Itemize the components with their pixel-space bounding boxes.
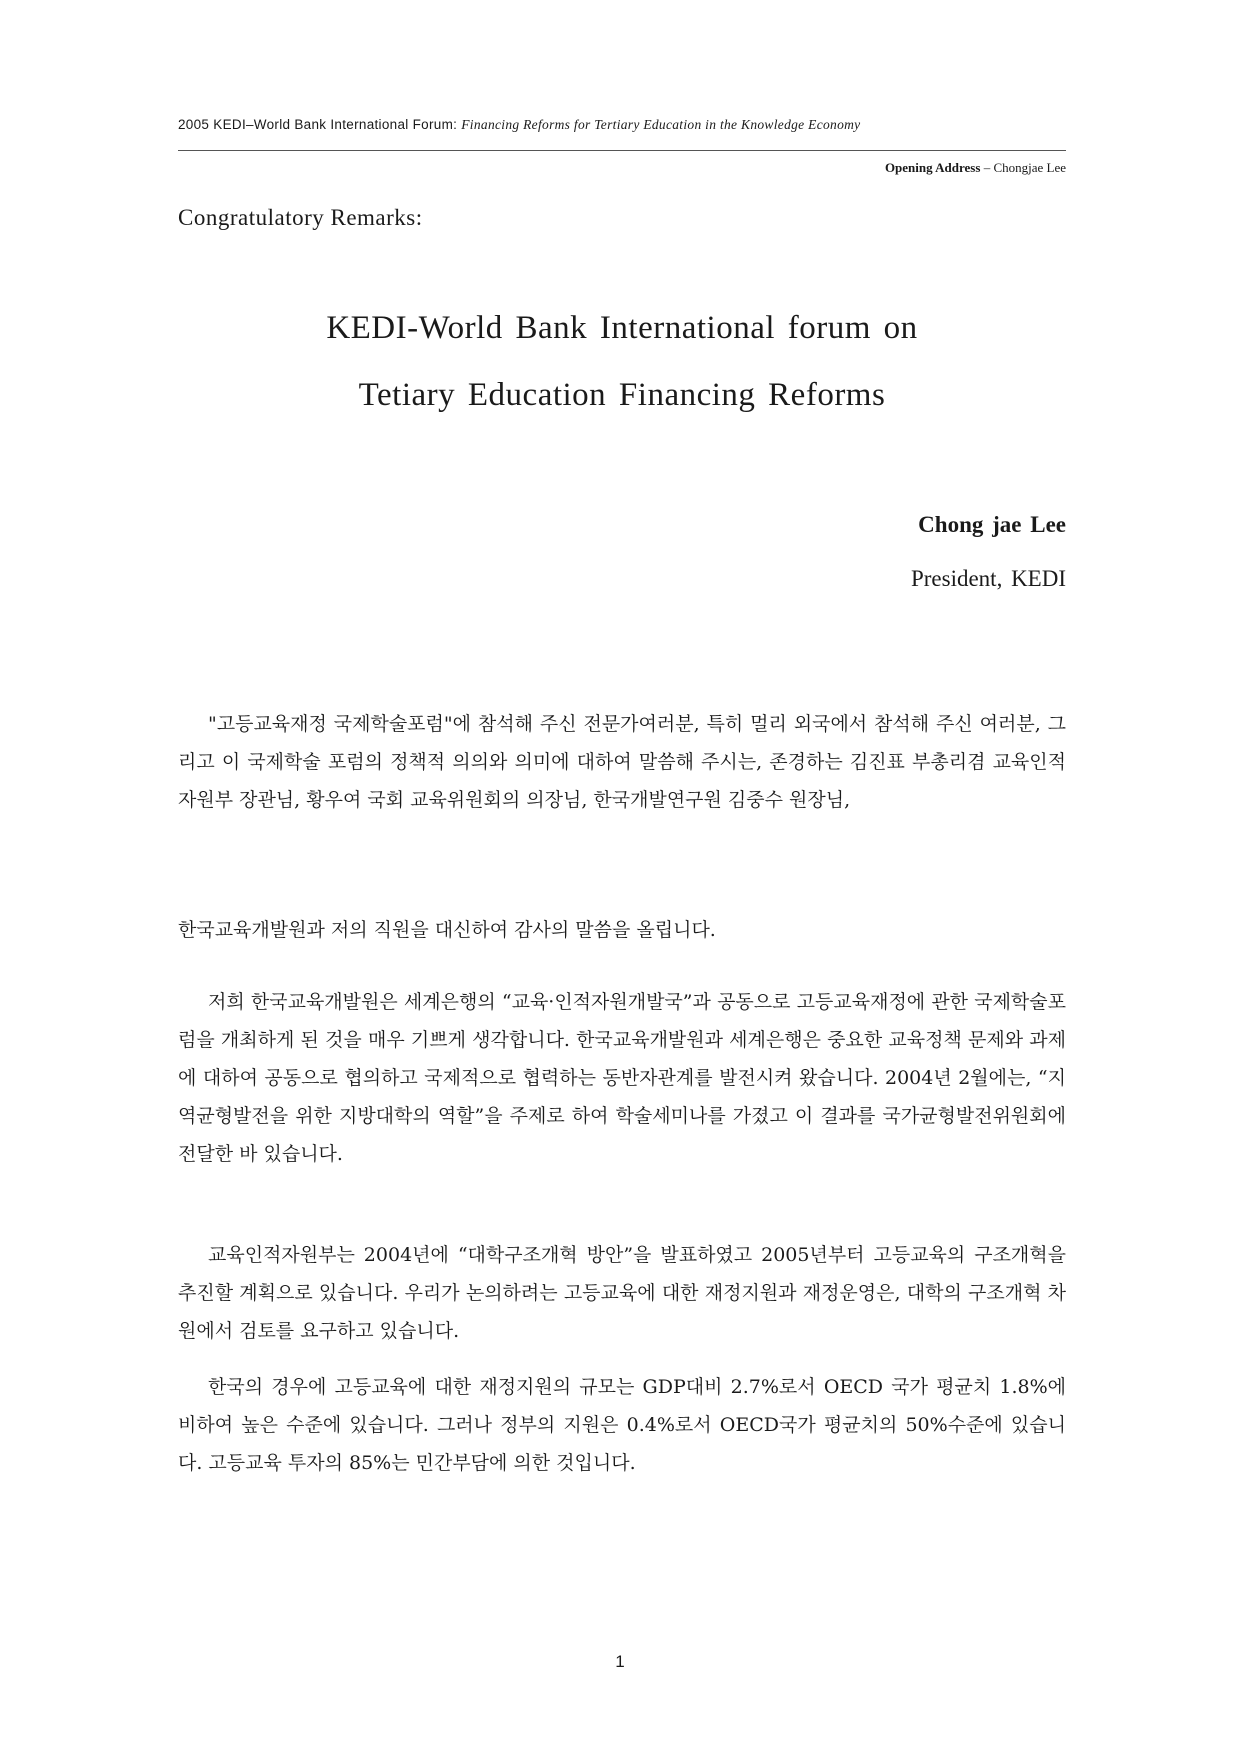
title-line-1: KEDI-World Bank International forum on [326, 310, 918, 346]
paragraph-2 [178, 911, 1066, 949]
paragraph-5 [178, 1368, 1066, 1482]
remarks-label: Congratulatory Remarks: [178, 205, 423, 230]
page-number: 1 [615, 1652, 625, 1671]
paragraph-5-text: 한국의 경우에 고등교육에 대한 재정지원의 규모는 GDP대비 2.7%로서 OECD 국가 평균치 1.8%에 비하여 높은 수준에 있습니다. 그러나 정부의 지원은 0.4%로서 OECD국가 평균치의 50%수준에 있습니다. 고등교육 투자의 85%는 민간부담에 의한 것입니다. [178, 1376, 1066, 1474]
paragraph-1-text: "고등교육재정 국제학술포럼"에 참석해 주신 전문가여러분, 특히 멀리 외국에서 참석해 주신 여러분, 그리고 이 국제학술 포럼의 정책적 의의와 의미에 대하여 말씀해 주시는, 존경하는 김진표 부총리겸 교육인적자원부 장관님, 황우여 국회 교육위원회의 의장님, 한국개발연구원 김중수 원장님, [178, 713, 1066, 811]
forum-name: 2005 KEDI–World Bank International Forum [178, 117, 454, 132]
forum-subtitle: Financing Reforms for Tertiary Education in the Knowledge Economy [461, 117, 861, 132]
paragraph-1 [178, 705, 1066, 819]
title-line-2: Tetiary Education Financing Reforms [358, 377, 886, 413]
running-header [178, 117, 860, 133]
paragraph-3-text: 저희 한국교육개발원은 세계은행의 “교육·인적자원개발국”과 공동으로 고등교육재정에 관한 국제학술포럼을 개최하게 된 것을 매우 기쁘게 생각합니다. 한국교육개발원과 세계은행은 중요한 교육정책 문제와 과제에 대하여 공동으로 협의하고 국제적으로 협력하는 동반자관계를 발전시켜 왔습니다. 2004년 2월에는, “지역균형발전을 위한 지방대학의 역할”을 주제로 하여 학술세미나를 가졌고 이 결과를 국가균형발전위원회에 전달한 바 있습니다. [178, 991, 1066, 1165]
author-position: President, KEDI [910, 566, 1066, 591]
paragraph-2-text: 한국교육개발원과 저의 직원을 대신하여 감사의 말씀을 올립니다. [178, 919, 716, 941]
section-separator: – [980, 160, 994, 175]
section-label: Opening Address [884, 160, 981, 175]
paragraph-4 [178, 1236, 1066, 1350]
section-tag [885, 160, 1066, 176]
header-separator: : [453, 117, 458, 132]
section-speaker: Chongjae Lee [993, 160, 1066, 175]
paragraph-3 [178, 983, 1066, 1173]
paragraph-4-text: 교육인적자원부는 2004년에 “대학구조개혁 방안”을 발표하였고 2005년부터 고등교육의 구조개혁을 추진할 계획으로 있습니다. 우리가 논의하려는 고등교육에 대한 재정지원과 재정운영은, 대학의 구조개혁 차원에서 검토를 요구하고 있습니다. [178, 1244, 1066, 1342]
author-name: Chong jae Lee [918, 512, 1066, 537]
header-rule [178, 150, 1066, 151]
